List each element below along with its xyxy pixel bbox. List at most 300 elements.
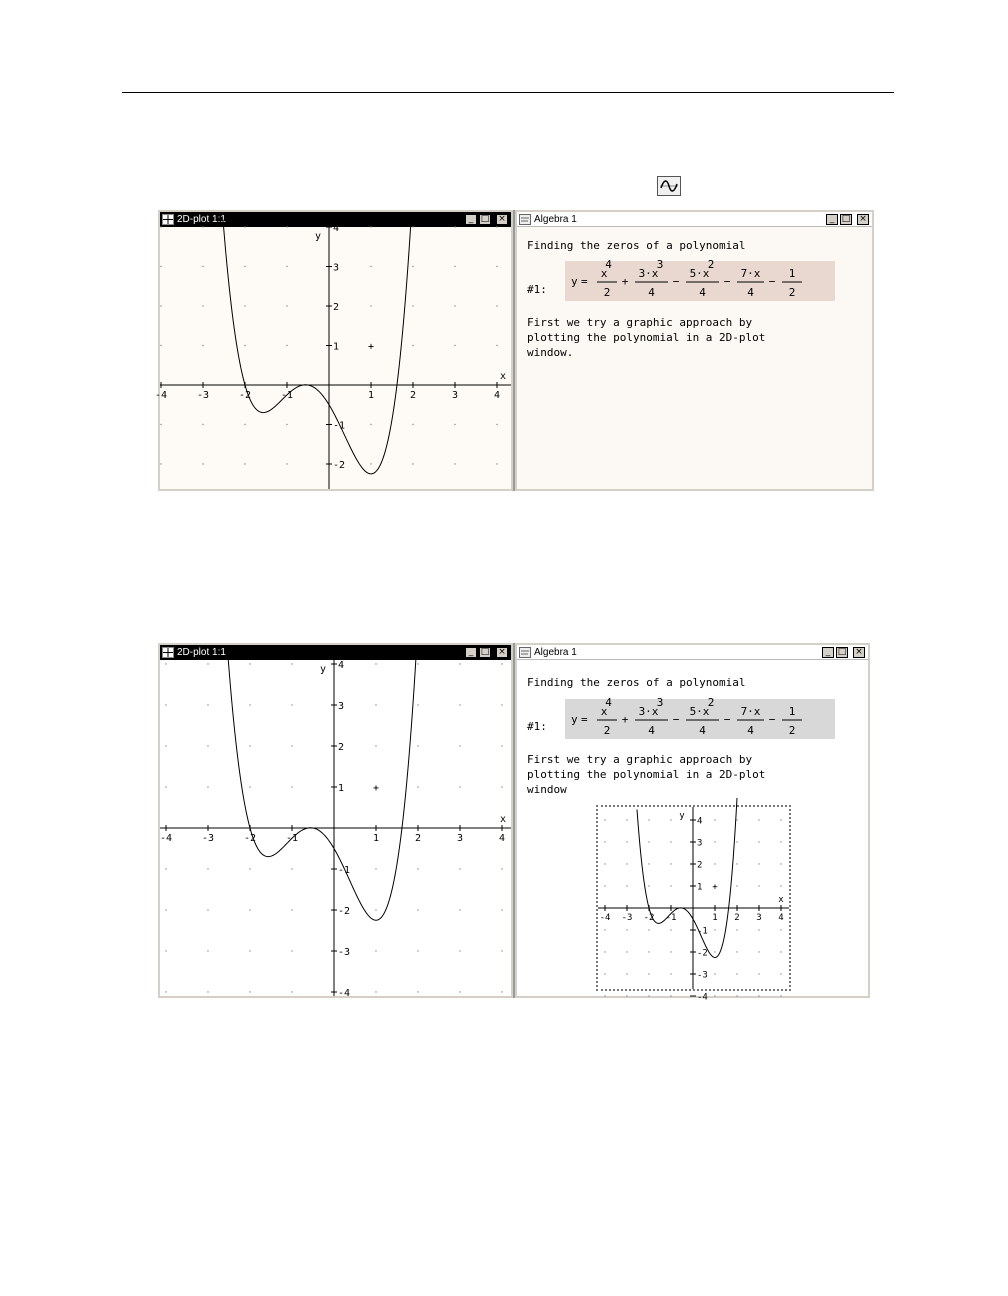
y-axis-label: y [679,811,685,821]
grid-dot [370,266,371,267]
fraction-numerator: 1 [788,267,796,280]
grid-dot [604,995,605,996]
grid-dot [780,951,781,952]
close-button[interactable]: × [496,647,508,658]
grid-dot [249,786,250,787]
y-tick-label: 4 [333,223,340,234]
grid-dot [604,973,605,974]
grid-dot [626,863,627,864]
fraction-numerator: 7·x [740,705,761,718]
screenshot-top [154,210,874,491]
x-tick-label: 3 [456,833,464,844]
grid-dot [780,885,781,886]
fraction-denominator: 2 [603,286,611,299]
algebra-window[interactable] [515,210,874,491]
grid-dot [454,463,455,464]
algebra-window-title: Algebra 1 [534,646,577,658]
grid-dot [244,305,245,306]
maximize-button[interactable]: □ [480,647,490,657]
grid-dot [459,950,460,951]
x-tick-label: 1 [367,390,375,401]
expression-highlight[interactable] [565,696,835,739]
grid-dot [758,951,759,952]
plot-svg[interactable] [154,223,511,489]
worksheet-heading: Finding the zeros of a polynomial [527,676,746,689]
grid-dot [648,929,649,930]
x-tick-label: 2 [409,390,417,401]
grid-dot [496,226,497,227]
grid-dot [286,305,287,306]
grid-dot [291,909,292,910]
algebra-window[interactable] [515,643,870,1003]
grid-dot [249,745,250,746]
grid-dot [736,863,737,864]
grid-dot [375,909,376,910]
plot-window[interactable] [158,643,513,998]
grid-dot [758,885,759,886]
grid-dot [736,951,737,952]
grid-dot [412,345,413,346]
grid-dot [714,929,715,930]
grid-dot [286,463,287,464]
grid-dot [244,463,245,464]
expression-lhs: y [571,275,578,288]
grid-dot [417,909,418,910]
grid-dot [291,950,292,951]
algebra-window-icon [519,214,531,225]
grid-dot [758,863,759,864]
y-tick-label: -1 [333,420,346,432]
y-axis-label: y [314,231,322,242]
worksheet-line: window. [527,346,574,359]
grid-dot [370,463,371,464]
grid-dot [412,266,413,267]
plot-window-title: 2D-plot 1:1 [177,214,226,225]
grid-dot [454,305,455,306]
grid-dot [648,973,649,974]
x-tick-label: -1 [285,833,299,844]
x-tick-label: 1 [372,833,380,844]
fraction-exponent: 4 [605,258,612,271]
grid-dot [417,704,418,705]
grid-dot [626,995,627,996]
cross-marker: + [372,783,380,794]
grid-dot [207,991,208,992]
grid-dot [496,424,497,425]
expression-operator: + [621,713,629,726]
y-tick-label: -2 [697,948,708,959]
grid-dot [375,704,376,705]
grid-dot [501,745,502,746]
grid-dot [249,868,250,869]
grid-dot [648,995,649,996]
grid-dot [714,819,715,820]
fraction-exponent: 3 [656,696,664,709]
grid-dot [648,819,649,820]
grid-dot [648,841,649,842]
page-rule [122,92,894,93]
grid-dot [291,991,292,992]
worksheet-line: plotting the polynomial in a 2D-plot [527,331,766,344]
grid-dot [670,819,671,820]
grid-dot [417,786,418,787]
expression-lhs: y [571,713,578,726]
grid-dot [501,950,502,951]
grid-dot [501,909,502,910]
x-tick-label: -1 [665,913,677,923]
grid-dot [417,663,418,664]
grid-dot [160,305,161,306]
grid-dot [244,345,245,346]
y-tick-label: 3 [338,701,345,712]
plot-window-icon [162,647,174,658]
grid-dot [780,929,781,930]
y-tick-label: -4 [697,992,708,1003]
plot-window[interactable] [154,210,513,491]
plot-window-titlebar[interactable] [160,645,511,660]
plot-window-icon [162,214,174,225]
grid-dot [412,305,413,306]
grid-dot [736,885,737,886]
x-tick-label: 4 [493,390,501,401]
y-tick-label: -3 [697,970,708,981]
grid-dot [758,819,759,820]
embedded-plot-object[interactable] [596,805,791,1003]
grid-dot [249,991,250,992]
plot-canvas[interactable] [159,660,511,999]
grid-dot [165,704,166,705]
minimize-button[interactable]: _ [822,647,834,658]
grid-dot [160,463,161,464]
x-tick-label: 4 [498,833,506,844]
grid-dot [207,786,208,787]
grid-dot [670,995,671,996]
grid-dot [370,424,371,425]
grid-dot [736,929,737,930]
fraction-numerator: x [600,705,608,718]
algebra-window-titlebar[interactable] [517,212,872,227]
x-tick-label: -4 [159,833,173,844]
grid-dot [648,863,649,864]
y-tick-label: 2 [697,860,703,871]
x-tick-label: 3 [756,913,762,923]
grid-dot [626,951,627,952]
grid-dot [459,991,460,992]
y-tick-label: -2 [333,460,346,471]
expression-svg [565,258,835,301]
worksheet-line: First we try a graphic approach by [527,753,753,766]
x-axis-label: x [499,371,507,382]
grid-dot [202,266,203,267]
y-tick-label: -2 [338,906,351,917]
grid-dot [496,266,497,267]
grid-dot [286,424,287,425]
grid-dot [202,345,203,346]
grid-dot [165,909,166,910]
grid-dot [370,226,371,227]
grid-dot [291,745,292,746]
minimize-button[interactable]: _ [465,647,477,658]
grid-dot [501,786,502,787]
grid-dot [249,704,250,705]
grid-dot [496,463,497,464]
close-button[interactable]: × [853,647,865,658]
grid-dot [736,819,737,820]
grid-dot [291,663,292,664]
grid-dot [286,226,287,227]
fraction-denominator: 2 [788,724,796,737]
fraction-denominator: 4 [747,724,754,737]
grid-dot [714,973,715,974]
x-tick-label: 3 [451,390,459,401]
y-tick-label: 2 [338,742,345,753]
grid-dot [244,424,245,425]
y-tick-label: 3 [333,262,340,274]
grid-dot [375,950,376,951]
grid-dot [459,786,460,787]
grid-dot [780,819,781,820]
minimize-button[interactable]: _ [826,214,838,225]
x-tick-label: -2 [243,833,257,844]
grid-dot [375,991,376,992]
fraction-numerator: 5·x [689,267,710,280]
grid-dot [370,305,371,306]
grid-dot [412,424,413,425]
y-tick-label: 4 [697,816,703,827]
expression-operator: − [768,713,776,726]
grid-dot [780,973,781,974]
grid-dot [160,266,161,267]
grid-dot [412,226,413,227]
grid-dot [496,345,497,346]
x-axis-label: x [778,895,784,905]
expression-svg [565,696,835,739]
algebra-worksheet[interactable] [517,660,868,1003]
grid-dot [670,841,671,842]
grid-dot [714,863,715,864]
fraction-denominator: 4 [648,286,655,299]
fraction-numerator: 5·x [689,705,710,718]
grid-dot [165,745,166,746]
grid-dot [286,345,287,346]
grid-dot [202,424,203,425]
grid-dot [714,951,715,952]
grid-dot [670,929,671,930]
grid-dot [454,345,455,346]
x-tick-label: -3 [201,833,215,844]
grid-dot [291,868,292,869]
grid-dot [417,950,418,951]
expression-equals: = [581,275,588,288]
expression-label: #1: [527,283,547,296]
y-tick-label: 1 [338,783,345,794]
grid-dot [459,704,460,705]
x-tick-label: 2 [734,913,740,923]
fraction-denominator: 2 [603,724,611,737]
grid-dot [454,424,455,425]
grid-dot [496,305,497,306]
expression-highlight[interactable] [565,258,835,301]
grid-dot [604,885,605,886]
grid-dot [202,305,203,306]
grid-dot [454,226,455,227]
grid-dot [626,885,627,886]
grid-dot [714,995,715,996]
fraction-numerator: x [600,267,608,280]
maximize-button[interactable]: □ [841,213,851,224]
grid-dot [291,704,292,705]
fraction-numerator: 1 [788,705,796,718]
grid-dot [249,950,250,951]
worksheet-line: First we try a graphic approach by [527,316,753,329]
grid-dot [459,663,460,664]
grid-dot [736,841,737,842]
x-tick-label: -2 [238,390,252,401]
expression-operator: + [621,275,629,288]
function-curve [223,220,411,474]
grid-dot [670,951,671,952]
grid-dot [165,950,166,951]
grid-dot [501,663,502,664]
grid-dot [249,909,250,910]
expression-label: #1: [527,720,547,733]
maximize-button[interactable]: □ [837,646,847,657]
y-tick-label: 1 [333,341,340,353]
expression-operator: − [768,275,776,288]
grid-dot [501,991,502,992]
grid-dot [165,991,166,992]
grid-dot [604,929,605,930]
x-tick-label: 4 [778,913,784,923]
grid-dot [758,973,759,974]
cross-marker: + [712,882,718,893]
grid-dot [207,745,208,746]
grid-dot [780,841,781,842]
grid-dot [648,885,649,886]
fraction-denominator: 4 [699,286,706,299]
grid-dot [165,786,166,787]
embedded-plot-svg[interactable] [598,807,789,1003]
x-tick-label: -3 [196,390,210,401]
grid-dot [417,991,418,992]
grid-dot [286,266,287,267]
x-tick-label: -1 [280,390,294,401]
y-tick-label: -1 [338,865,351,876]
grid-dot [375,745,376,746]
expression-equals: = [581,713,588,726]
grid-dot [454,266,455,267]
grid-dot [604,863,605,864]
grid-dot [459,909,460,910]
plot-svg[interactable] [159,660,511,999]
fraction-denominator: 4 [699,724,706,737]
expression-operator: − [672,275,680,288]
y-axis-label: y [319,664,327,675]
y-tick-label: 4 [338,660,345,671]
fraction-denominator: 4 [648,724,655,737]
grid-dot [626,973,627,974]
fraction-numerator: 3·x [638,705,659,718]
grid-dot [670,973,671,974]
grid-dot [202,463,203,464]
grid-dot [160,345,161,346]
x-tick-label: -4 [599,913,611,923]
y-tick-label: -1 [697,926,708,937]
grid-dot [207,868,208,869]
grid-dot [670,885,671,886]
grid-dot [780,995,781,996]
algebra-worksheet[interactable] [517,227,872,489]
fraction-numerator: 3·x [638,267,659,280]
expression-operator: − [723,713,731,726]
grid-dot [412,463,413,464]
plot-canvas[interactable] [154,223,511,489]
grid-dot [501,704,502,705]
grid-dot [244,266,245,267]
y-tick-label: 2 [333,302,340,313]
grid-dot [501,868,502,869]
screenshot-bottom [158,643,870,1003]
grid-dot [165,868,166,869]
grid-dot [780,863,781,864]
grid-dot [736,973,737,974]
grid-dot [207,704,208,705]
y-tick-label: -3 [338,947,351,958]
x-tick-label: -3 [621,913,633,923]
fraction-exponent: 2 [707,258,715,271]
grid-dot [604,819,605,820]
close-button[interactable]: × [496,214,508,225]
close-button[interactable]: × [857,214,869,225]
grid-dot [202,226,203,227]
fraction-denominator: 2 [788,286,796,299]
grid-dot [417,868,418,869]
fraction-denominator: 4 [747,286,754,299]
maximize-button[interactable]: □ [480,214,490,224]
y-tick-label: 1 [697,882,703,893]
grid-dot [417,745,418,746]
x-axis-label: x [499,814,507,825]
algebra-window-icon [519,647,531,658]
grid-dot [165,663,166,664]
grid-dot [375,663,376,664]
grid-dot [207,909,208,910]
grid-dot [160,424,161,425]
grid-dot [459,745,460,746]
expression-operator: − [672,713,680,726]
algebra-window-titlebar[interactable] [517,645,868,660]
worksheet-line: plotting the polynomial in a 2D-plot [527,768,766,781]
minimize-button[interactable]: _ [465,214,477,225]
grid-dot [626,819,627,820]
x-tick-label: -4 [154,390,168,401]
function-curve [637,798,740,958]
plot-window-toolbar-icon[interactable] [657,176,681,196]
grid-dot [626,929,627,930]
grid-dot [758,841,759,842]
grid-dot [758,995,759,996]
grid-dot [160,226,161,227]
grid-dot [714,841,715,842]
grid-dot [291,786,292,787]
function-curve [228,656,416,920]
grid-dot [626,841,627,842]
algebra-window-title: Algebra 1 [534,213,577,225]
grid-dot [648,951,649,952]
plot-window-title: 2D-plot 1:1 [177,647,226,658]
y-tick-label: -4 [338,988,351,999]
grid-dot [736,995,737,996]
